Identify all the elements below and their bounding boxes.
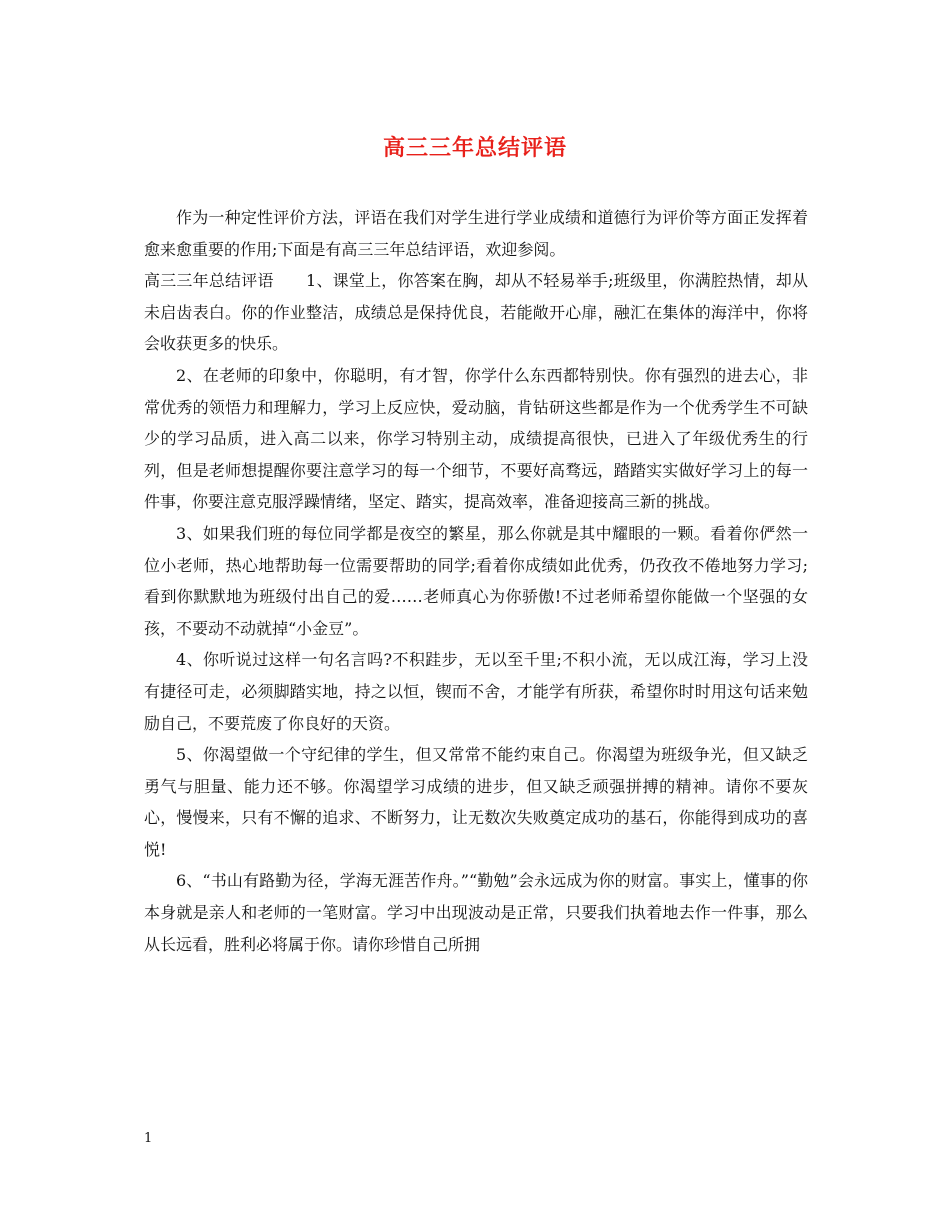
paragraph-2: 2、在老师的印象中，你聪明，有才智，你学什么东西都特别快。你有强烈的进去心，非常优秀的领悟力和理解力，学习上反应快，爱动脑，肯钻研这些都是作为一个优秀学生不可缺少的学习品质，进入高二以来，你学习特别主动，成绩提高很快，已进入了年级优秀生的行列，但是老师想提醒你要注意学习的每一个细节，不要好高骛远，踏踏实实做好学习上的每一件事，你要注意克服浮躁情绪，坚定、踏实，提高效率，准备迎接高三新的挑战。 <box>144 365 808 512</box>
paragraph-6: 6、“书山有路勤为径，学海无涯苦作舟。”“勤勉”会永远成为你的财富。事实上，懂事的你本身就是亲人和老师的一笔财富。学习中出现波动是正常，只要我们执着地去作一件事，那么从长远看，胜利必将属于你。请你珍惜自己所拥 <box>144 871 808 954</box>
document-body <box>144 202 808 960</box>
paragraph-3: 3、如果我们班的每位同学都是夜空的繁星，那么你就是其中耀眼的一颗。看着你俨然一位小老师，热心地帮助每一位需要帮助的同学;看着你成绩如此优秀，仍孜孜不倦地努力学习;看到你默默地为班级付出自己的爱……老师真心为你骄傲!不过老师希望你能做一个坚强的女孩，不要动不动就掉“小金豆”。 <box>144 523 808 638</box>
page-number: 1 <box>144 1131 153 1146</box>
paragraph-5: 5、你渴望做一个守纪律的学生，但又常常不能约束自己。你渴望为班级争光，但又缺乏勇气与胆量、能力还不够。你渴望学习成绩的进步，但又缺乏顽强拼搏的精神。请你不要灰心，慢慢来，只有不懈的追求、不断努力，让无数次失败奠定成功的基石，你能得到成功的喜悦! <box>144 745 808 859</box>
paragraph-1: 高三三年总结评语 1、课堂上，你答案在胸，却从不轻易举手;班级里，你满腔热情，却从未启齿表白。你的作业整洁，成绩总是保持优良，若能敞开心扉，融汇在集体的海洋中，你将会收获更多的快乐。 <box>144 271 808 354</box>
paragraph-intro: 作为一种定性评价方法，评语在我们对学生进行学业成绩和道德行为评价等方面正发挥着愈来愈重要的作用;下面是有高三三年总结评语，欢迎参阅。 <box>144 208 808 259</box>
paragraph-4: 4、你听说过这样一句名言吗?不积跬步，无以至千里;不积小流，无以成江海，学习上没有捷径可走，必须脚踏实地，持之以恒，锲而不舍，才能学有所获，希望你时时用这句话来勉励自己，不要荒废了你良好的天资。 <box>144 650 808 733</box>
document-title: 高三三年总结评语 <box>382 135 567 161</box>
